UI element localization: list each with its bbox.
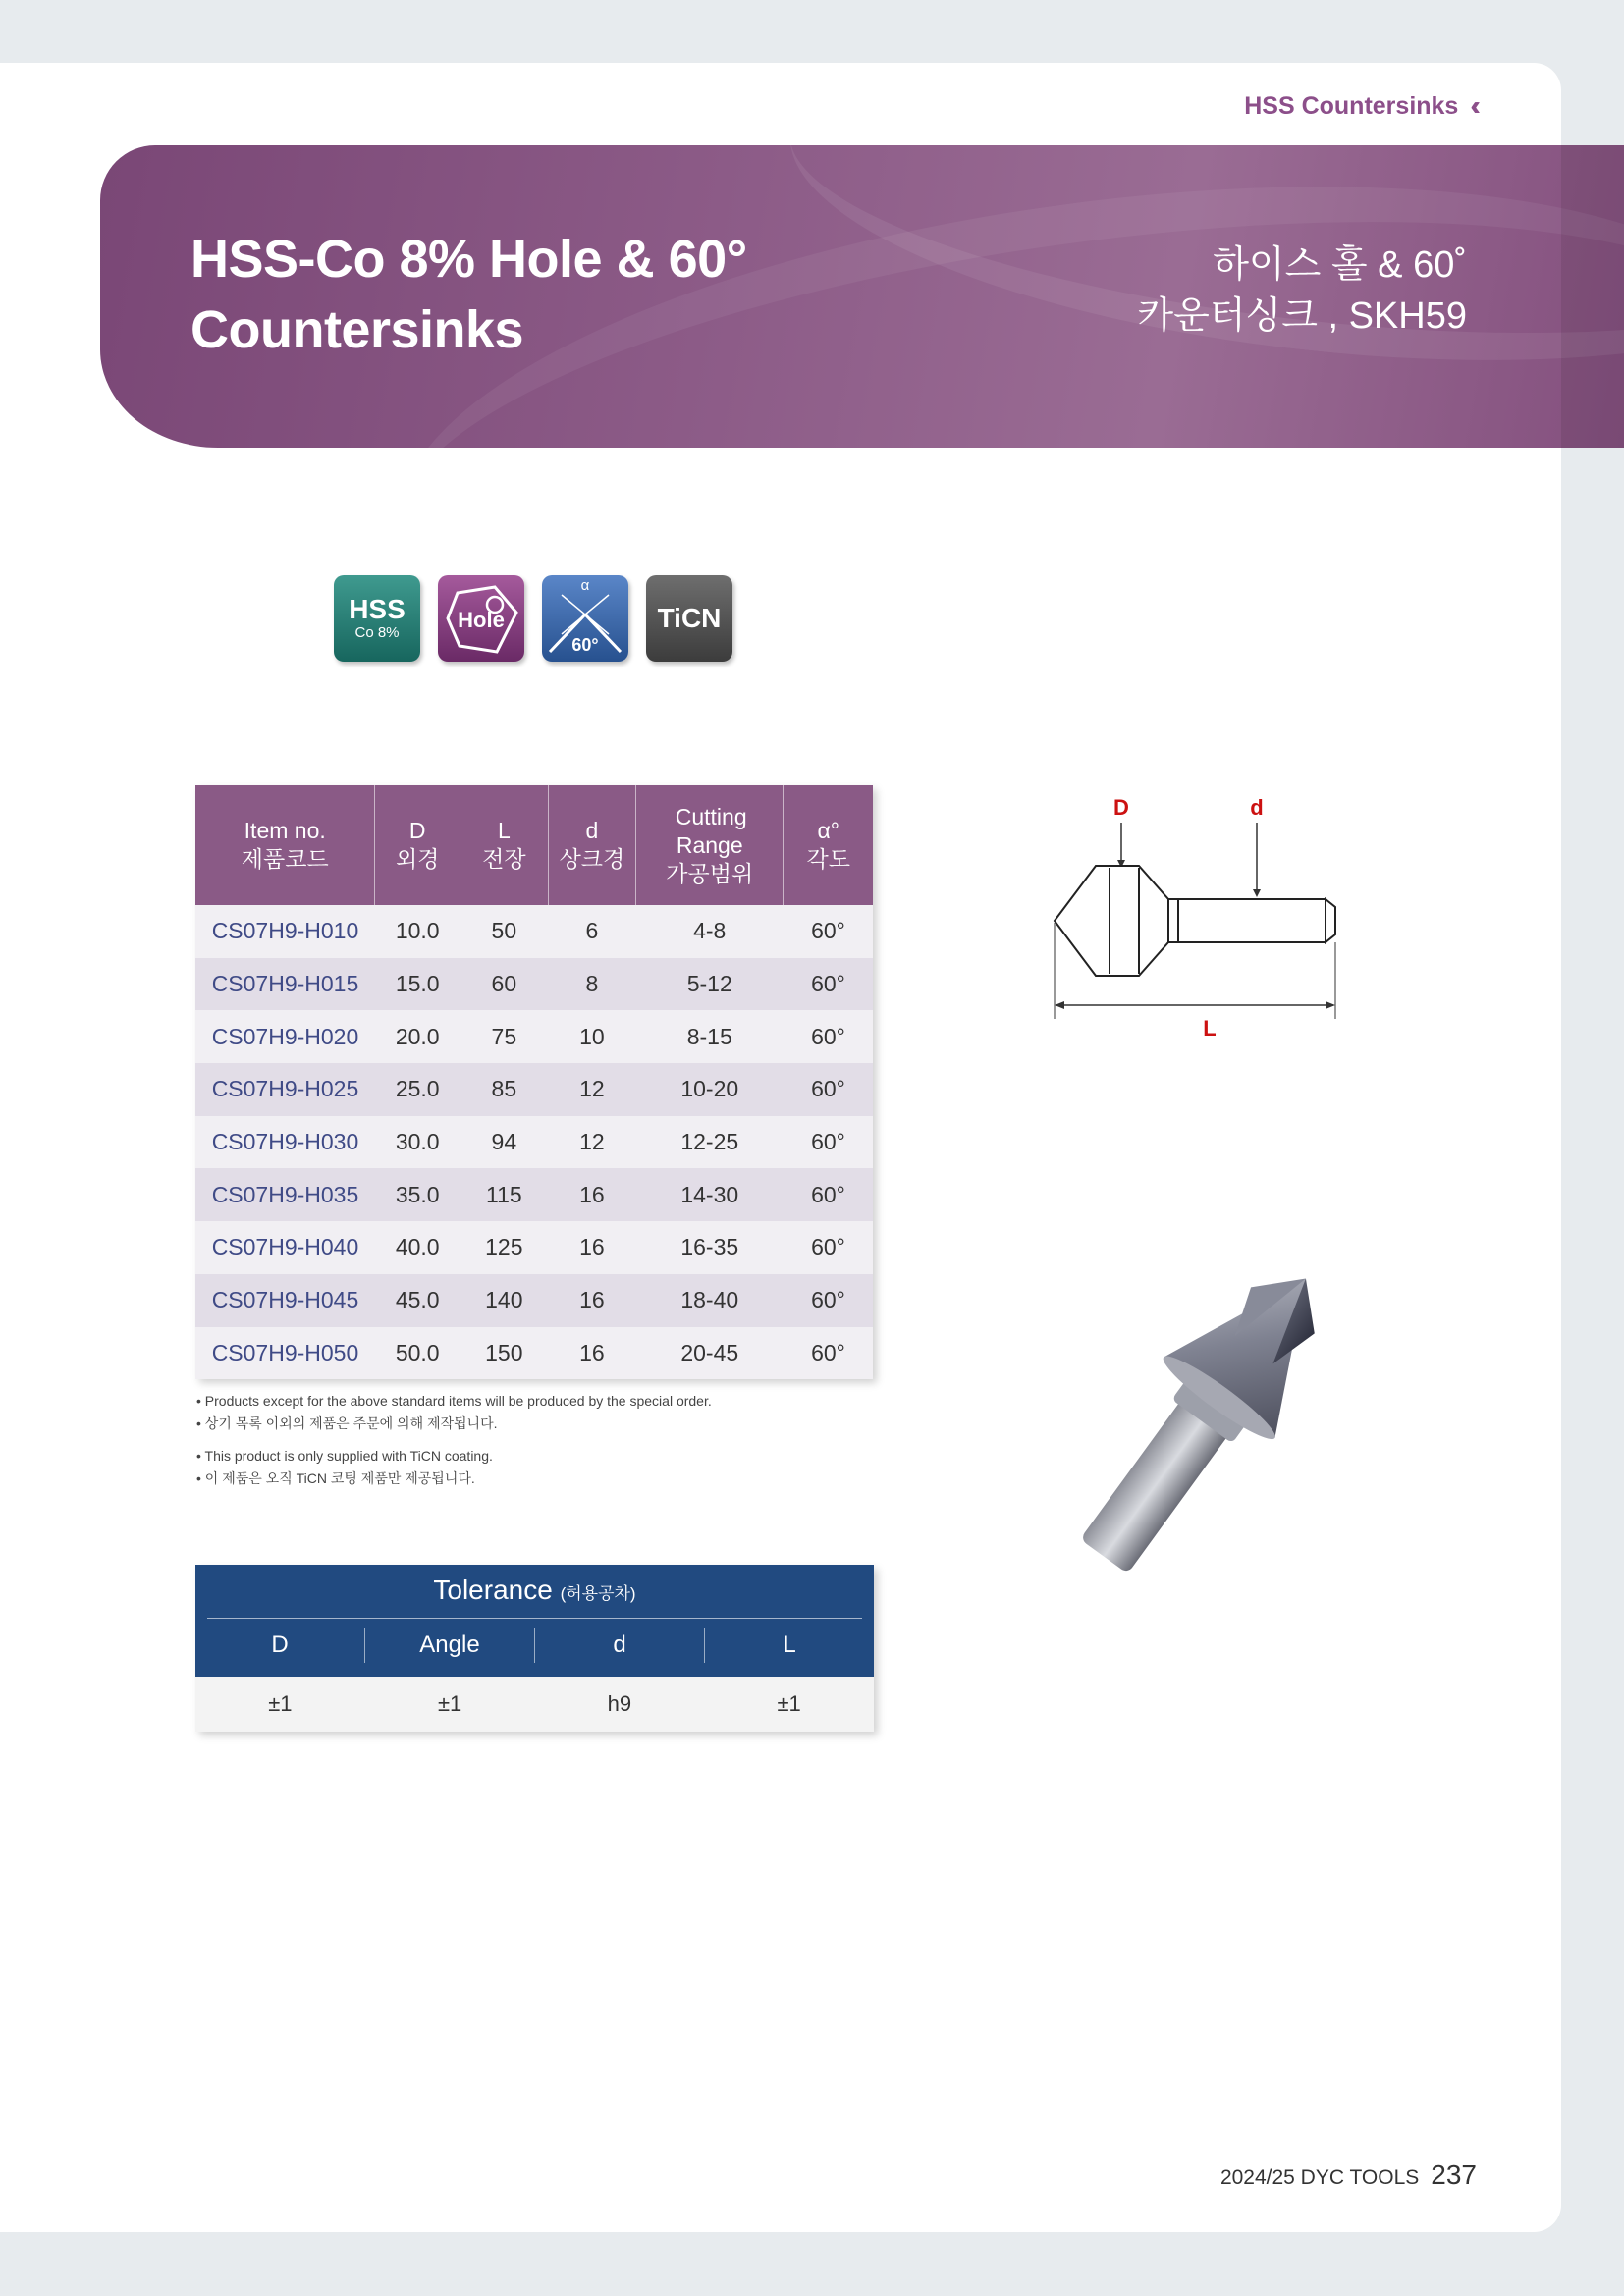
table-cell: 50.0	[375, 1327, 460, 1380]
table-cell: 50	[460, 905, 548, 958]
table-cell: 60	[460, 958, 548, 1011]
table-row	[195, 1327, 873, 1380]
table-cell: 150	[460, 1327, 548, 1380]
hss-badge	[334, 575, 420, 662]
col-header-angle: α° 각도	[784, 785, 873, 905]
table-cell: 40.0	[375, 1221, 460, 1274]
note-line: • Products except for the above standard items will be produced by the special order.	[196, 1393, 712, 1409]
title-en-line2: Countersinks	[190, 300, 524, 359]
table-cell: 60°	[784, 958, 873, 1011]
table-cell: 16	[548, 1221, 635, 1274]
table-cell: 15.0	[375, 958, 460, 1011]
feature-badges	[334, 575, 732, 662]
item-code-cell: CS07H9-H020	[195, 1010, 375, 1063]
hss-badge-sub: Co 8%	[354, 624, 400, 641]
table-cell: 12	[548, 1063, 635, 1116]
title-en-line1: HSS-Co 8% Hole & 60°	[190, 230, 747, 289]
tolerance-table	[195, 1565, 874, 1732]
countersink-product-image	[1021, 1227, 1394, 1600]
table-cell: 30.0	[375, 1116, 460, 1169]
tolerance-value: ±1	[268, 1691, 293, 1716]
tolerance-col-header: Angle	[364, 1628, 534, 1663]
note-line: • 이 제품은 오직 TiCN 코팅 제품만 제공됩니다.	[196, 1470, 475, 1486]
tolerance-value: ±1	[777, 1691, 801, 1716]
spec-table-header-row	[195, 785, 873, 905]
label-D: D	[1113, 795, 1129, 820]
item-code-cell: CS07H9-H035	[195, 1168, 375, 1221]
tolerance-row	[195, 1677, 874, 1732]
table-cell: 6	[548, 905, 635, 958]
table-cell: 60°	[784, 1274, 873, 1327]
angle-badge-value: 60°	[571, 635, 599, 655]
tolerance-header	[195, 1565, 874, 1677]
table-cell: 8	[548, 958, 635, 1011]
notes	[196, 1390, 712, 1490]
title-ko-line2: 카운터싱크 , SKH59	[1137, 295, 1467, 337]
note-line: • This product is only supplied with TiCN coating.	[196, 1448, 493, 1464]
table-cell: 45.0	[375, 1274, 460, 1327]
tolerance-col-header: D	[271, 1631, 289, 1658]
tolerance-col-header: d	[534, 1628, 704, 1663]
table-cell: 60°	[784, 1221, 873, 1274]
table-cell: 75	[460, 1010, 548, 1063]
item-code-cell: CS07H9-H030	[195, 1116, 375, 1169]
tolerance-value: ±1	[437, 1691, 462, 1716]
page-number: 237	[1431, 2160, 1477, 2190]
col-header-cutting-range: Cutting Range 가공범위	[636, 785, 784, 905]
table-cell: 16-35	[636, 1221, 784, 1274]
item-code-cell: CS07H9-H050	[195, 1327, 375, 1380]
title-ko-line1: 하이스 홀 & 60˚	[1213, 244, 1467, 286]
item-code-cell: CS07H9-H045	[195, 1274, 375, 1327]
banner-edge	[1561, 145, 1624, 448]
table-cell: 115	[460, 1168, 548, 1221]
item-code-cell: CS07H9-H040	[195, 1221, 375, 1274]
table-cell: 4-8	[636, 905, 784, 958]
table-cell: 60°	[784, 1327, 873, 1380]
footer-edition: 2024/25 DYC TOOLS	[1219, 2166, 1420, 2189]
table-cell: 10-20	[636, 1063, 784, 1116]
table-cell: 10	[548, 1010, 635, 1063]
table-cell: 20.0	[375, 1010, 460, 1063]
hole-badge	[438, 575, 524, 662]
table-cell: 14-30	[636, 1168, 784, 1221]
table-cell: 20-45	[636, 1327, 784, 1380]
table-cell: 16	[548, 1168, 635, 1221]
col-header-item: Item no. 제품코드	[195, 785, 375, 905]
table-cell: 18-40	[636, 1274, 784, 1327]
table-cell: 8-15	[636, 1010, 784, 1063]
title-banner	[100, 145, 1624, 448]
table-cell: 94	[460, 1116, 548, 1169]
table-cell: 12-25	[636, 1116, 784, 1169]
item-code-cell: CS07H9-H025	[195, 1063, 375, 1116]
table-cell: 60°	[784, 1168, 873, 1221]
tolerance-col-header: L	[704, 1628, 874, 1663]
table-cell: 60°	[784, 1010, 873, 1063]
item-code-cell: CS07H9-H010	[195, 905, 375, 958]
section-tab	[1244, 90, 1473, 122]
table-row	[195, 1116, 873, 1169]
table-row	[195, 1274, 873, 1327]
tolerance-value: h9	[607, 1691, 632, 1716]
hss-badge-label: HSS	[349, 594, 406, 624]
table-row	[195, 1010, 873, 1063]
table-row	[195, 1063, 873, 1116]
angle-badge	[542, 575, 628, 662]
table-cell: 60°	[784, 1116, 873, 1169]
table-cell: 16	[548, 1274, 635, 1327]
ticn-badge-label: TiCN	[657, 603, 722, 633]
spec-table-body	[195, 905, 873, 1379]
table-row	[195, 1168, 873, 1221]
note-line: • 상기 목록 이외의 제품은 주문에 의해 제작됩니다.	[196, 1415, 498, 1431]
table-cell: 12	[548, 1116, 635, 1169]
item-code-cell: CS07H9-H015	[195, 958, 375, 1011]
countersink-outline	[1055, 866, 1335, 976]
tolerance-title: Tolerance (허용공차)	[433, 1575, 636, 1605]
table-cell: 85	[460, 1063, 548, 1116]
col-header-d: d 상크경	[548, 785, 635, 905]
page-title-en	[190, 224, 747, 365]
page-footer	[1220, 2160, 1477, 2191]
table-cell: 60°	[784, 1063, 873, 1116]
col-header-L: L 전장	[460, 785, 548, 905]
table-cell: 10.0	[375, 905, 460, 958]
label-L: L	[1203, 1016, 1217, 1041]
spec-table	[195, 785, 873, 1379]
dimension-diagram	[1041, 785, 1394, 1060]
ticn-badge	[646, 575, 732, 662]
table-cell: 35.0	[375, 1168, 460, 1221]
page-title-ko	[1137, 240, 1467, 342]
hole-badge-label: Hole	[458, 608, 505, 632]
table-row	[195, 1221, 873, 1274]
table-cell: 25.0	[375, 1063, 460, 1116]
table-cell: 140	[460, 1274, 548, 1327]
section-tab-label: HSS Countersinks	[1244, 91, 1459, 120]
chevron-left-icon: ‹‹	[1470, 90, 1473, 121]
table-row	[195, 958, 873, 1011]
table-row	[195, 905, 873, 958]
col-header-D: D 외경	[375, 785, 460, 905]
table-cell: 125	[460, 1221, 548, 1274]
angle-badge-alpha: α	[580, 577, 590, 594]
table-cell: 5-12	[636, 958, 784, 1011]
label-d: d	[1250, 795, 1264, 820]
table-cell: 60°	[784, 905, 873, 958]
table-cell: 16	[548, 1327, 635, 1380]
